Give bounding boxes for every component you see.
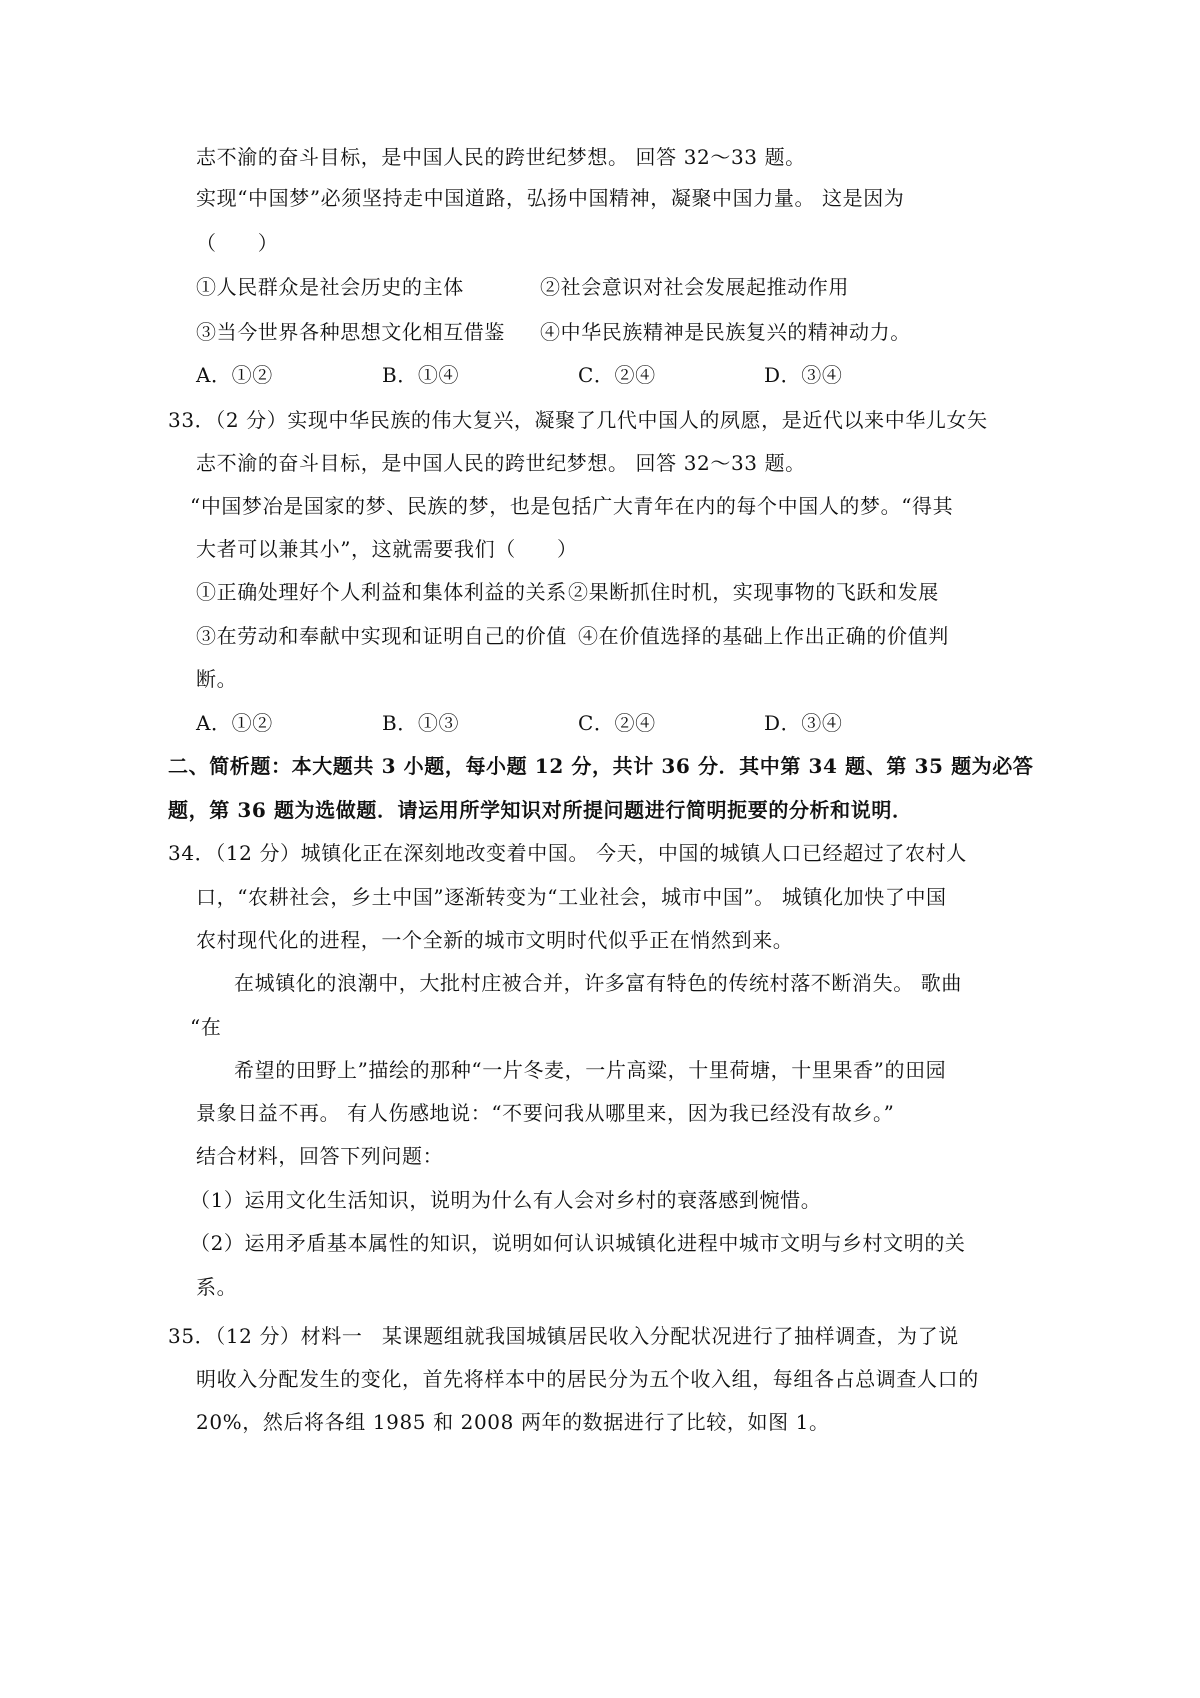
q33-option-4-wrap: 断。 [196,667,238,691]
q34-subquestion-2: （2）运用矛盾基本属性的知识，说明如何认识城镇化进程中城市文明与乡村文明的关 [190,1231,966,1255]
q33-choice-a[interactable]: A．①② [196,711,273,735]
q35-line3: 20%，然后将各组 1985 和 2008 两年的数据进行了比较，如图 1。 [196,1410,830,1434]
q34-line3: 农村现代化的进程，一个全新的城市文明时代似乎正在悄然到来。 [196,928,794,952]
q34-line2: 口，“农耕社会，乡土中国”逐渐转变为“工业社会，城市中国”。 城镇化加快了中国 [196,885,947,909]
q32-stem-tail: 志不渝的奋斗目标，是中国人民的跨世纪梦想。 回答 32～33 题。 [196,145,806,169]
q34-subquestion-2-wrap: 系。 [196,1275,238,1299]
q33-option-3: ③在劳动和奉献中实现和证明自己的价值 [196,624,567,648]
q33-option-2: ②果断抓住时机，实现事物的飞跃和发展 [568,580,939,604]
q33-quote-line1: “中国梦冶是国家的梦、民族的梦，也是包括广大青年在内的每个中国人的梦。“得其 [190,494,954,518]
q32-choice-c[interactable]: C．②④ [578,363,656,387]
q33-choice-b[interactable]: B．①③ [382,711,460,735]
q33-option-1: ①正确处理好个人利益和集体利益的关系 [196,580,567,604]
q32-question-line1: 实现“中国梦”必须坚持走中国道路，弘扬中国精神，凝聚中国力量。 这是因为 [196,186,905,210]
q33-line2: 志不渝的奋斗目标，是中国人民的跨世纪梦想。 回答 32～33 题。 [196,451,806,475]
q33-choice-d[interactable]: D．③④ [764,711,843,735]
q35-line1-tail: 某课题组就我国城镇居民收入分配状况进行了抽样调查，为了说 [382,1324,959,1348]
q35-line1-head: 35．（12 分）材料一 [168,1324,363,1348]
q34-line1: 34．（12 分）城镇化正在深刻地改变着中国。 今天，中国的城镇人口已经超过了农村人 [168,841,967,865]
q34-para3-line1: 希望的田野上”描绘的那种“一片冬麦，一片高粱，十里荷塘，十里果香”的田园 [234,1058,947,1082]
q34-subquestion-1: （1）运用文化生活知识，说明为什么有人会对乡村的衰落感到惋惜。 [190,1188,822,1212]
q35-line2: 明收入分配发生的变化，首先将样本中的居民分为五个收入组，每组各占总调查人口的 [196,1367,979,1391]
section2-heading-line1: 二、简析题：本大题共 3 小题，每小题 12 分，共计 36 分．其中第 34 题、第 35 题为必答 [168,754,1034,778]
q32-choice-d[interactable]: D．③④ [764,363,843,387]
q32-option-4: ④中华民族精神是民族复兴的精神动力。 [540,320,911,344]
q33-option-4: ④在价值选择的基础上作出正确的价值判 [578,624,949,648]
q32-option-2: ②社会意识对社会发展起推动作用 [540,275,849,299]
q32-choice-a[interactable]: A．①② [196,363,273,387]
q32-option-1: ①人民群众是社会历史的主体 [196,275,464,299]
q32-option-3: ③当今世界各种思想文化相互借鉴 [196,320,505,344]
q33-line1: 33．（2 分）实现中华民族的伟大复兴，凝聚了几代中国人的夙愿，是近代以来中华儿女矢 [168,408,988,432]
q32-question-line2: （ ） [196,231,279,255]
q33-quote-line2: 大者可以兼其小”，这就需要我们（ ） [196,537,578,561]
section2-heading-line2: 题，第 36 题为选做题．请运用所学知识对所提问题进行简明扼要的分析和说明． [168,798,913,822]
q34-para2-line1: 在城镇化的浪潮中，大批村庄被合并，许多富有特色的传统村落不断消失。 歌曲 [234,971,962,995]
q34-para2-line2: “在 [190,1015,222,1039]
q34-para3-line2: 景象日益不再。 有人伤感地说：“不要问我从哪里来，因为我已经没有故乡。” [196,1101,895,1125]
q33-choice-c[interactable]: C．②④ [578,711,656,735]
q34-instruction: 结合材料，回答下列问题： [196,1144,444,1168]
q32-choice-b[interactable]: B．①④ [382,363,460,387]
